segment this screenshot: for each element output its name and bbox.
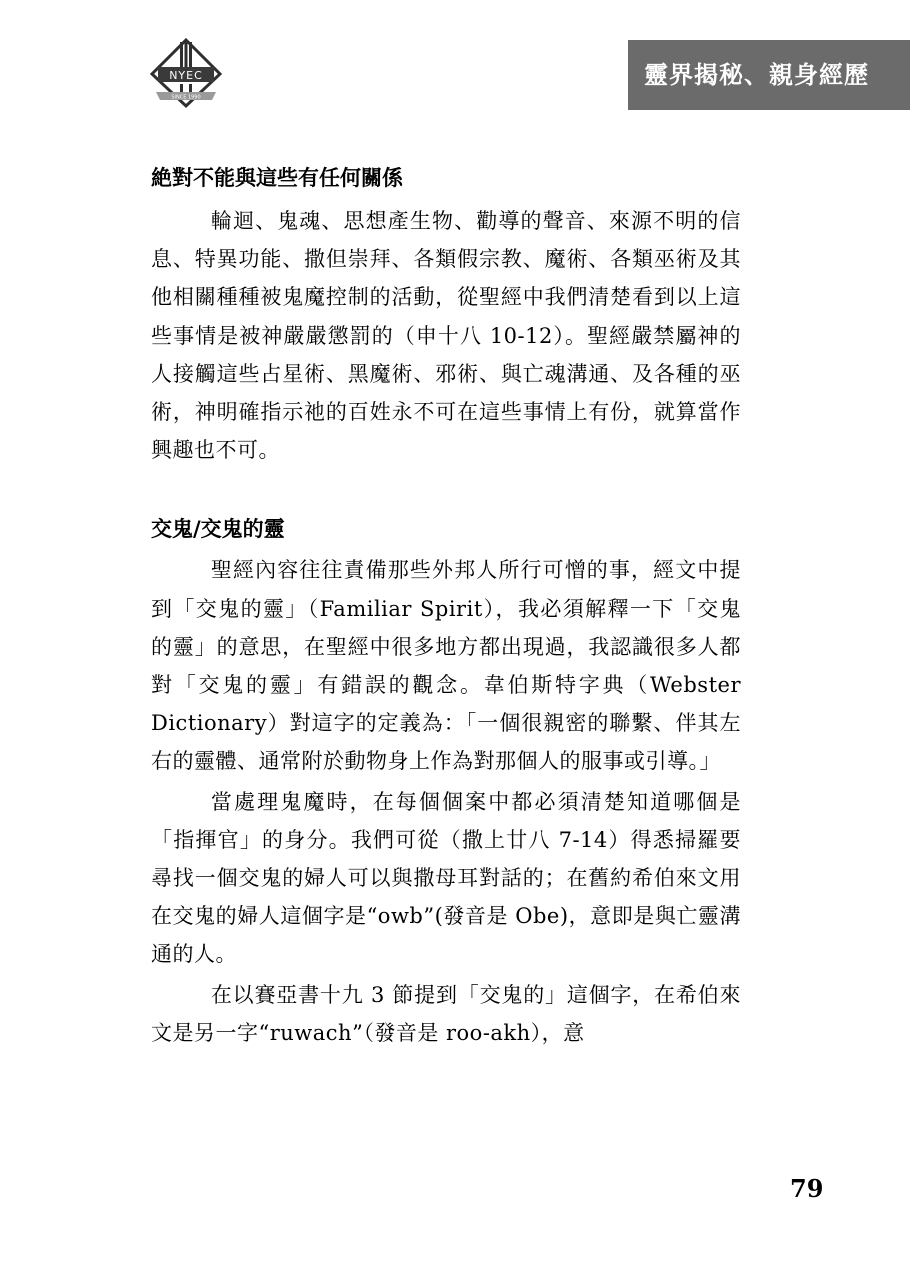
logo-emblem-icon: [148, 38, 224, 110]
logo-text: NYEC: [169, 69, 203, 82]
logo-since-text: SINCE 1990: [171, 94, 201, 101]
paragraph-2-1: 聖經內容往往責備那些外邦人所行可憎的事，經文中提到「交鬼的靈」（Familiar Spirit），我必須解釋一下「交鬼的靈」的意思，在聖經中很多地方都出現過，我認識很多人都對「交鬼的靈」有錯誤的觀念。韋伯斯特字典（Webster Dictionary）對這字的定義為：「一個很親密的聯繫、伴其左右的靈體、通常附於動物身上作為對那個人的服事或引導。」: [151, 558, 741, 774]
paragraph-1-1: 輪迴、鬼魂、思想產生物、勸導的聲音、來源不明的信息、特異功能、撒但崇拜、各類假宗教、魔術、各類巫術及其他相關種種被鬼魔控制的活動，從聖經中我們清楚看到以上這些事情是被神嚴嚴懲罰的（申十八 10-12）。聖經嚴禁屬神的人接觸這些占星術、黑魔術、邪術、與亡魂溝通、及各種的巫術，神明確指示祂的百姓永不可在這些事情上有份，就算當作興趣也不可。: [151, 209, 741, 463]
section-title: 靈界揭秘、親身經歷: [644, 61, 869, 89]
page-content: [151, 160, 741, 1052]
section-heading-2: 交鬼/交鬼的靈: [151, 517, 285, 542]
paragraph-2-3: 在以賽亞書十九 3 節提到「交鬼的」這個字，在希伯來文是另一字“ruwach”（發音是 roo-akh），意: [151, 982, 741, 1045]
paragraph-2-2: 當處理鬼魔時，在每個個案中都必須清楚知道哪個是「指揮官」的身分。我們可從（撒上廿八 7-14）得悉掃羅要尋找一個交鬼的婦人可以與撒母耳對話的；在舊約希伯來文用在交鬼的婦人這個字是“owb”(發音是 Obe)，意即是與亡靈溝通的人。: [151, 789, 741, 967]
publisher-logo: [148, 38, 224, 110]
section-title-tab: [628, 40, 910, 110]
page-number: 79: [790, 1174, 824, 1203]
section-heading-1: 絶對不能與這些有任何關係: [151, 166, 403, 190]
